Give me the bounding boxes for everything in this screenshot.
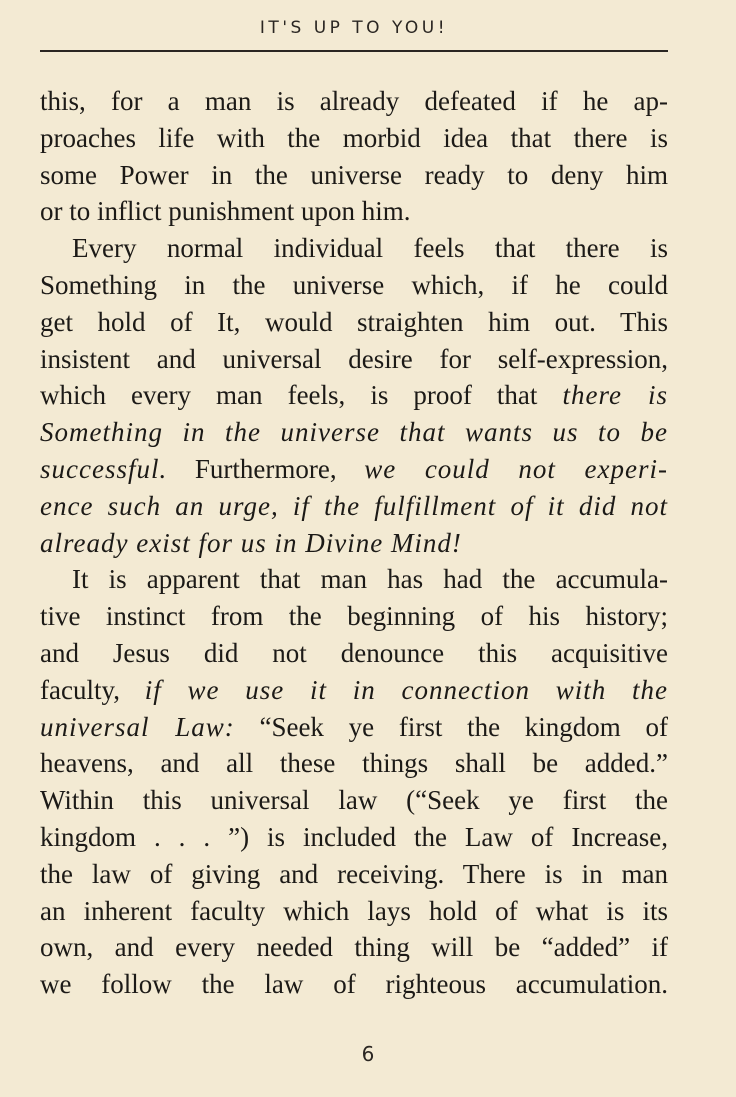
text-line (40, 709, 668, 746)
text-segment: Furthermore, (167, 453, 365, 484)
text-line (40, 267, 668, 304)
text-line (40, 488, 668, 525)
text-line (40, 120, 668, 157)
text-segment: the law of giving and receiving. There is in man (40, 858, 668, 889)
text-line (40, 929, 668, 966)
text-line (40, 782, 668, 819)
text-line (40, 598, 668, 635)
italic-text: universal Law: (40, 711, 235, 742)
text-segment: own, and every needed thing will be “added” if (40, 932, 668, 963)
body-text (40, 83, 668, 1003)
text-segment: which every man feels, is proof that (40, 380, 563, 411)
text-line (40, 304, 668, 341)
italic-text: we could not experi- (364, 453, 668, 484)
text-line (40, 83, 668, 120)
text-line (40, 193, 668, 230)
italic-text: there is (562, 380, 669, 411)
text-segment: this, for a man is already defeated if he ap- (40, 86, 668, 116)
text-segment: faculty, (40, 674, 145, 705)
italic-text: already exist for us in Divine Mind! (40, 527, 462, 558)
text-segment: an inherent faculty which lays hold of what is its (40, 895, 668, 926)
running-head: IT'S UP TO YOU! (259, 18, 449, 38)
text-line (40, 561, 668, 598)
text-segment: kingdom . . . ”) is included the Law of Increase, (40, 821, 668, 852)
text-segment: Something in the universe which, if he could (40, 269, 668, 300)
italic-text: ence such an urge, if the fulfillment of it did not (40, 490, 668, 521)
text-segment: proaches life with the morbid idea that there is (40, 122, 668, 153)
text-segment: or to inflict punishment upon him. (40, 196, 411, 227)
text-line (40, 157, 668, 194)
page-number: 6 (361, 1042, 375, 1066)
text-segment: some Power in the universe ready to deny him (40, 159, 668, 190)
text-line (40, 377, 668, 414)
italic-text: successful. (40, 453, 168, 484)
italic-text: Something in the universe that wants us to be (40, 417, 668, 448)
text-segment: get hold of It, would straighten him out. This (40, 306, 668, 337)
text-line (40, 341, 668, 378)
text-segment: tive instinct from the beginning of his history; (40, 601, 668, 632)
text-line (40, 745, 668, 782)
text-segment: insistent and universal desire for self-expression, (40, 343, 668, 374)
text-line (40, 230, 668, 267)
text-segment: heavens, and all these things shall be added.” (40, 748, 668, 779)
text-line (40, 414, 668, 451)
italic-text: if we use it in connection with the (144, 674, 668, 705)
text-line (40, 856, 668, 893)
text-line (40, 893, 668, 930)
text-line (40, 966, 668, 1003)
text-line (40, 819, 668, 856)
text-line (40, 672, 668, 709)
text-segment: and Jesus did not denounce this acquisitive (40, 637, 668, 668)
text-segment: “Seek ye first the kingdom of (234, 711, 668, 742)
text-segment: Every normal individual feels that there is (72, 233, 668, 264)
text-segment: Within this universal law (“Seek ye first the (40, 785, 668, 816)
header-rule (40, 50, 668, 52)
text-line (40, 525, 668, 562)
text-segment: we follow the law of righteous accumulation. (40, 969, 668, 1000)
text-line (40, 451, 668, 488)
text-line (40, 635, 668, 672)
text-segment: It is apparent that man has had the accumula- (72, 564, 668, 595)
